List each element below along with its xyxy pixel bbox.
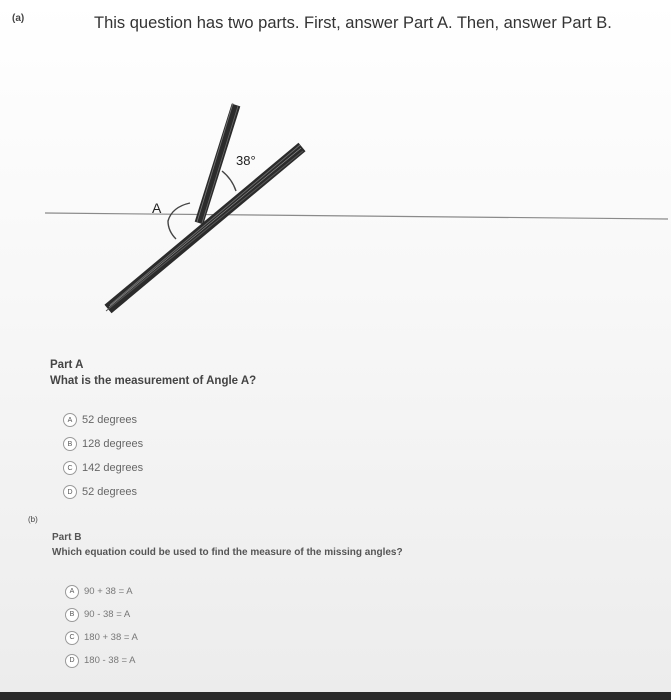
option-radio[interactable]: D bbox=[63, 485, 77, 499]
option-text: 128 degrees bbox=[82, 438, 144, 450]
option-text: 142 degrees bbox=[82, 462, 144, 474]
option-radio[interactable]: A bbox=[63, 413, 77, 427]
angle-diagram bbox=[0, 95, 671, 330]
option-radio[interactable]: B bbox=[63, 437, 77, 451]
option-radio[interactable]: C bbox=[65, 631, 79, 645]
part-b-marker: (b) bbox=[28, 515, 38, 524]
option-text: 90 + 38 = A bbox=[84, 586, 133, 597]
option-radio[interactable]: A bbox=[65, 585, 79, 599]
part-a-question: What is the measurement of Angle A? bbox=[50, 375, 257, 387]
option-text: 90 - 38 = A bbox=[84, 609, 131, 620]
arc-38 bbox=[222, 171, 236, 191]
part-b-option-c[interactable] bbox=[65, 626, 138, 649]
part-b-option-a[interactable] bbox=[65, 580, 138, 603]
option-text: 180 - 38 = A bbox=[84, 655, 136, 666]
part-b-question: Which equation could be used to find the measure of the missing angles? bbox=[52, 547, 403, 558]
question-intro: This question has two parts. First, answer Part A. Then, answer Part B. bbox=[94, 14, 612, 32]
part-b-option-b[interactable] bbox=[65, 603, 138, 626]
part-a-options bbox=[63, 408, 143, 504]
part-a-option-a[interactable] bbox=[63, 408, 143, 432]
option-radio[interactable]: B bbox=[65, 608, 79, 622]
diagonal-line bbox=[106, 145, 303, 311]
part-b-title: Part B bbox=[52, 532, 82, 543]
option-radio[interactable]: D bbox=[65, 654, 79, 668]
screen-bottom-bezel bbox=[0, 692, 671, 700]
option-text: 52 degrees bbox=[82, 486, 138, 498]
option-text: 52 degrees bbox=[82, 414, 138, 426]
part-a-marker: (a) bbox=[12, 13, 25, 24]
part-b-options bbox=[65, 580, 138, 672]
arc-a bbox=[168, 203, 190, 239]
option-text: 180 + 38 = A bbox=[84, 632, 138, 643]
part-a-option-d[interactable] bbox=[63, 480, 143, 504]
part-a-option-b[interactable] bbox=[63, 432, 143, 456]
horizontal-line bbox=[45, 213, 668, 219]
part-a-title: Part A bbox=[50, 359, 84, 371]
angle-38-label: 38° bbox=[236, 153, 256, 168]
angle-a-label: A bbox=[152, 200, 162, 216]
option-radio[interactable]: C bbox=[63, 461, 77, 475]
part-b-option-d[interactable] bbox=[65, 649, 138, 672]
part-a-option-c[interactable] bbox=[63, 456, 143, 480]
